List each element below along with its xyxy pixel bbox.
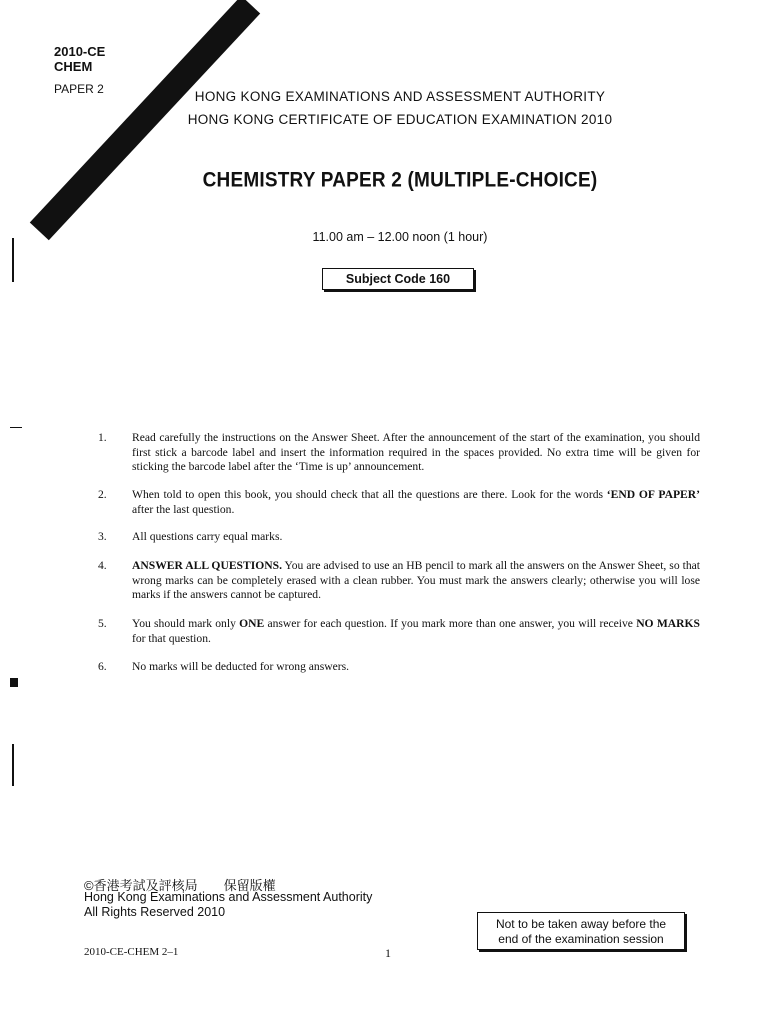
copyright-org: Hong Kong Examinations and Assessment Authority	[84, 890, 373, 904]
instruction-4	[98, 559, 700, 603]
instruction-3	[98, 530, 700, 545]
scan-margin-mark	[12, 744, 14, 786]
instruction-5	[98, 617, 700, 646]
instruction-text: Read carefully the instructions on the Answer Sheet. After the announcement of the start of the examination, you should first stick a barcode label and insert the information required in the spaces provided. No extra time will be given for sticking the barcode label after the ‘Time is up’ announcement.	[132, 431, 700, 474]
instruction-bold: ANSWER ALL QUESTIONS.	[132, 559, 282, 572]
notice-line2: end of the examination session	[498, 932, 664, 946]
copyright-rights: All Rights Reserved 2010	[84, 904, 226, 919]
copyright-english	[84, 890, 372, 919]
band-label: MC	[116, 73, 147, 105]
instruction-number: 1.	[98, 431, 107, 444]
instruction-text-part: for that question.	[132, 631, 211, 645]
instruction-text: No marks will be deducted for wrong answers.	[132, 660, 350, 673]
instruction-text	[132, 559, 700, 603]
instruction-1	[98, 431, 700, 475]
page-title: CHEMISTRY PAPER 2 (MULTIPLE-CHOICE)	[202, 168, 598, 193]
instruction-bold: ONE	[239, 617, 265, 630]
authority-name: HONG KONG EXAMINATIONS AND ASSESSMENT AUTHORITY	[194, 89, 606, 104]
instruction-text-part: When told to open this book, you should check that all the questions are there. Look for the words	[132, 488, 607, 501]
instruction-number: 4.	[98, 559, 107, 572]
instruction-number: 3.	[98, 530, 107, 543]
instruction-6	[98, 660, 700, 675]
instruction-text-part: You are advised to use an HB pencil to mark all the answers on the Answer Sheet, so that wrong marks can be completely erased with a clean rubber. You must mark the answers clearly; otherwise you will lose marks if the answers cannot be captured.	[132, 559, 700, 602]
instruction-number: 5.	[98, 617, 107, 630]
notice-line1: Not to be taken away before the	[495, 917, 667, 931]
page-number: 1	[385, 946, 391, 960]
instruction-number: 2.	[98, 488, 107, 501]
instruction-text-part: after the last question.	[132, 502, 235, 516]
corner-paper: PAPER 2	[54, 82, 104, 96]
scan-margin-mark	[10, 678, 18, 687]
notice-box	[477, 912, 685, 950]
corner-code	[54, 44, 105, 74]
exam-time: 11.00 am – 12.00 noon (1 hour)	[312, 230, 488, 244]
copyright-chinese: ©香港考試及評核局 保留版權	[84, 878, 276, 893]
instruction-number: 6.	[98, 660, 107, 673]
instruction-bold: NO MARKS	[636, 617, 700, 630]
instruction-text-part: answer for each question. If you mark more than one answer, you will receive	[264, 617, 637, 630]
paper-code-footer: 2010-CE-CHEM 2–1	[84, 946, 179, 958]
scan-margin-mark	[10, 427, 22, 428]
instruction-text-part: You should mark only	[132, 617, 240, 630]
corner-code-line1: 2010-CE	[54, 44, 106, 59]
subject-code-box: Subject Code 160	[322, 268, 474, 290]
instruction-2	[98, 488, 700, 517]
exam-name: HONG KONG CERTIFICATE OF EDUCATION EXAMINATION 2010	[187, 112, 613, 127]
instruction-bold: ‘END OF PAPER’	[606, 488, 700, 501]
corner-code-line2: CHEM	[54, 59, 93, 74]
scan-margin-mark	[12, 238, 14, 282]
instruction-text: All questions carry equal marks.	[132, 530, 283, 543]
instruction-text	[132, 488, 700, 517]
instruction-text	[132, 617, 700, 646]
